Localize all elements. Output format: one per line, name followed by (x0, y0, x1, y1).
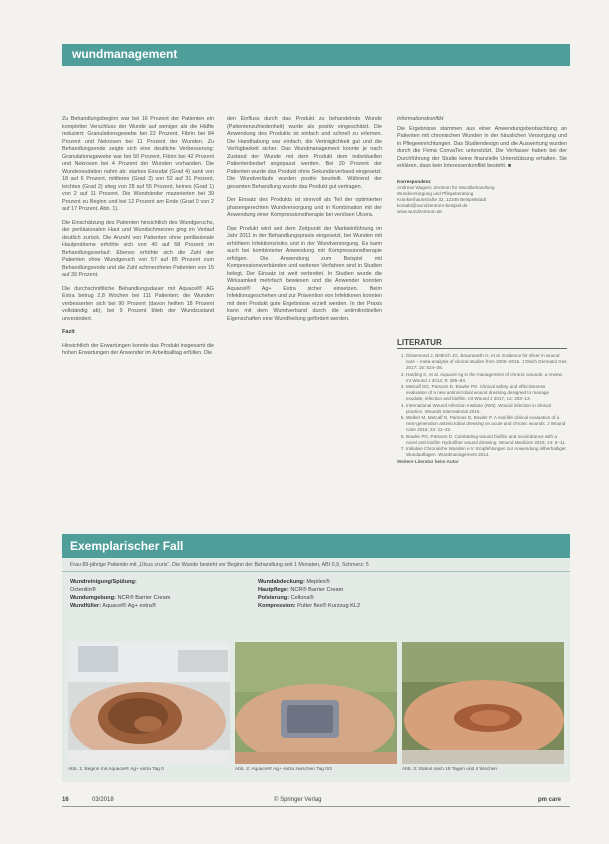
paragraph: Der Einsatz des Produkts ist sinnvoll als Teil der optimierten phasengerechten Wundversorgung und in Kombination mit der Anwendung einer Kompressionstherapie bei venösen Ulcera. (227, 197, 382, 218)
paragraph: Die durchschnittliche Behandlungsdauer mit Aquacel® AG Extra betrug 2,8 Wochen bei 111 Patienten; die Wunden verbesserten sich bei 90 Prozent (davon heilten 18 Prozent vollständig ab), bei 9 Prozent blieb der Wundzustand unverändert. (62, 285, 214, 322)
photo-caption: Abb. 2: Aquacel® Ag+ extra zwischen Tag 0/3 (235, 767, 332, 772)
literature-item: 2. Harding K, et al. Aquacel Ag in the management of chronic wounds: a review. Int Wound J 2012; 9: 285–94. (406, 372, 567, 384)
case-treatment-right (258, 578, 558, 610)
divider (62, 806, 570, 807)
literature-list (397, 353, 567, 465)
wound-photo-1 (68, 642, 230, 764)
publisher: © Springer Verlag (274, 797, 322, 803)
treatment-value: Mepilex® (306, 579, 330, 585)
correspondence-line: kontakt@wundzentrum-beispiel.de (397, 202, 468, 208)
literature-item: 3. Metcalf DG, Parsons D, Bowler PG. Clinical safety and effectiveness evaluation of a new antimicrobial wound dressing designed to manage exudate, infection and biofilm. Int Wound J 2017; 14: 203–13. (406, 384, 567, 402)
fazit-heading: Fazit (62, 329, 75, 335)
journal-name: pm care (538, 797, 562, 803)
treatment-value: Octenilin® (70, 587, 96, 593)
literature-heading: LITERATUR (397, 338, 442, 347)
literature-item: 1. Dissemond J, Böttrich JG, Braunwarth H, et al. Evidence for silver in wound care – meta-analysis of clinical studies from 2000–2015. J Dtsch Dermatol Ges 2017; 15: 524–35. (406, 353, 567, 371)
case-title: Exemplarischer Fall (70, 539, 184, 553)
correspondence-line: www.wundzentrum.de (397, 208, 442, 214)
treatment-label: Wundabdeckung: (258, 579, 305, 585)
treatment-label: Wundfüller: (70, 603, 101, 609)
literature-item: 7. Initiative Chronische Wunden e.V. Empfehlungen zur Anwendung silberhaltiger Wundauflagen. Wundmanagement 2014. (406, 446, 567, 458)
paragraph: Hinsichtlich der Erwartungen konnte das Produkt insgesamt die hohen Erwartungen der Anwender im Arbeitsalltag erfüllen. Die (62, 342, 214, 356)
literature-item: 6. Bowler PG, Parsons D. Combatting wound biofilm and recalcitrance with a novel anti-biofilm Hydrofiber wound dressing. Wound Medicine 2016; 14: 6–11. (406, 434, 567, 446)
section-banner (62, 44, 570, 66)
literature-note: Weitere Literatur beim Autor (397, 458, 459, 464)
wound-photo-2 (235, 642, 397, 764)
info-heading: Informationskonflikt (397, 116, 444, 122)
paragraph: Das Produkt wird seit dem Zeitpunkt der Markteinführung im Jahr 2011 in der Behandlungspraxis eingesetzt, bei Wunden mit erhöhtem Infektionsrisiko und in der Wundversorgung. Es kann auch bei kombinierter Anwendung mit Kompressionstherapie erfolgen. Die Anwendung zum Beispiel mit Kompressionsverbänden und weiteren Verfahren sind in Studien belegt. Der Einsatz ist weit verbreitet. In Studien wurde die Wirksamkeit mehrfach bewiesen und die Anwender konnten Aquacel® Ag+ Extra sicher einsetzen. Beim Infektionsgeschehen und zur Prävention von Infektionen konnten mit dem Produkt gute Ergebnisse erzielt werden. In der Praxis kann mit dem Wundverband durch die antimikrobiellen Eigenschaften eine Wundheilung gefördert werden. (227, 225, 382, 322)
treatment-value: Cellona® (290, 595, 314, 601)
treatment-label: Polsterung: (258, 595, 290, 601)
photo-caption: Abb. 1: Beginn mit Aquacel® Ag+ extra Tag 0 (68, 767, 164, 772)
treatment-item (258, 578, 558, 586)
wound-photo-3 (402, 642, 564, 764)
section-title: wundmanagement (72, 47, 178, 61)
treatment-label: Wundumgebung: (70, 595, 116, 601)
treatment-value: Aquacel® Ag+ extra® (102, 603, 157, 609)
literature-item: 5. Walker M, Metcalf D, Parsons D, Bowler P. A real-life clinical evaluation of a next-generation antimicrobial dressing on acute and chronic wounds. J Wound Care 2015; 24: 11–22. (406, 415, 567, 433)
article-column-3 (397, 116, 567, 215)
treatment-label: Kompression: (258, 603, 296, 609)
treatment-item (258, 594, 558, 602)
correspondence-line: Wundversorgung und Pflegeberatung (397, 190, 474, 196)
treatment-value: NCR® Barrier Cream (117, 595, 171, 601)
divider (62, 571, 570, 572)
correspondence-title: Korrespondenz (397, 178, 431, 184)
correspondence-line: Krankenhausstraße 32, 12345 Beispielstadt (397, 196, 487, 202)
treatment-value: NCR® Barrier Cream (290, 587, 344, 593)
correspondence (397, 179, 567, 215)
treatment-label: Hautpflege: (258, 587, 289, 593)
case-description: Frau 89-jährige Patientin mit „Ulcus cruris“. Die Wunde besteht vor Beginn der Behandlung seit 1 Monaten, ABI 0,9, Schmerz: 5 (70, 562, 369, 568)
treatment-label: Wundreinigung/Spülung: (70, 579, 137, 585)
paragraph: Die Einschätzung des Patienten hinsichtlich des Wundgeruchs, der periläsionalen Haut und Wundschmerzen ging im Verlauf deutlich zurück. Die Anzahl von Patienten ohne periläsionale Hautprobleme erhöhte sich von 40 auf 68 Prozent im Behandlungsverlauf. Ebenso erhöhte sich die Zahl der Patienten ohne Wundgeruch von 57 auf 85 Prozent zum Behandlungsende und die Zahl schmerzfreier Patienten von 15 auf 39 Prozent. (62, 219, 214, 278)
article-column-2 (227, 116, 382, 329)
treatment-value: Putter flex® Kurzzug KL2 (297, 603, 361, 609)
paragraph: Zu Behandlungsbeginn war bei 16 Prozent der Patienten ein kompletter Verschluss der Wunde auf weniger als die Hälfte reduziert: Granulationsgewebe bei 22 Prozent, Fibrin bei 84 Prozent und Nekrosen bei 11 Prozent der Wunden. Zu Behandlungsende zeigte sich eine deutliche Verbesserung: Granulationsgewebe war bei 50 Prozent, Fibrin bei 42 Prozent und Nekrosen bei 4 Prozent der Wunden vorhanden. Die Wundexsudation nahm ab: starkes Exsudat (Grad 4) sank von 18 auf 6 Prozent, mittleres (Grad 3) von 52 auf 31 Prozent, leichtes (Grad 2) stieg von 28 auf 55 Prozent, keines (Grad 1) von 2 auf 11 Prozent. Die Wundränder mazerierten bei 39 Prozent zu Beginn und bei 12 Prozent am Ende (Grad 0 von 2 auf 17 Prozent, Abb. 1). (62, 116, 214, 212)
page-number: 16 (62, 797, 69, 803)
literature-item: 4. International Wound Infection Institute (IWII). Wound infection in clinical practice. Wounds International 2016. (406, 403, 567, 415)
divider (397, 348, 567, 349)
correspondence-line: Andreas Wagner, Zentrum für Wundbehandlung (397, 184, 495, 190)
case-header (62, 534, 570, 558)
photo-caption: Abb. 3: Status nach 18 Tagen und 4 Wochen (402, 767, 498, 772)
article-column-1 (62, 116, 214, 364)
treatment-item (258, 602, 558, 610)
case-box (62, 534, 570, 782)
treatment-item (258, 586, 558, 594)
paragraph: Die Ergebnisse stammen aus einer Anwendungsbeobachtung an Patienten mit chronischen Wunden in der häuslichen Versorgung und in Pflegeeinrichtungen. Das Studiendesign und die Auswertung wurden durch die Firma ConvaTec unterstützt. Die Verfasser haben bei der Durchführung der Studie keine finanzielle Unterstützung erhalten. Sie erklären, dass kein Interessenkonflikt besteht. ■ (397, 125, 567, 169)
issue: 03/2018 (92, 797, 114, 803)
paragraph: den Einfluss durch das Produkt zu behandelnde Wunde (Patientenzufriedenheit) wurde als positiv eingeschätzt. Die Anwendung des Produkts ist einfach und schnell zu erlernen. Die Handhabung war einfach, die Verträglichkeit gut und die Verfügbarkeit sicher. Das Wundmanagement konnte je nach Zustand der Wunde mit dem Produkt dem individuellen Patientenbedarf angepasst werden. Bei 20 Prozent der Patienten wurde das Produkt ohne Sekundärverband eingesetzt. Die Wundverläufe wurden positiv beurteilt. Während der gesamten Behandlung wurde das Produkt gut vertragen. (227, 116, 382, 190)
